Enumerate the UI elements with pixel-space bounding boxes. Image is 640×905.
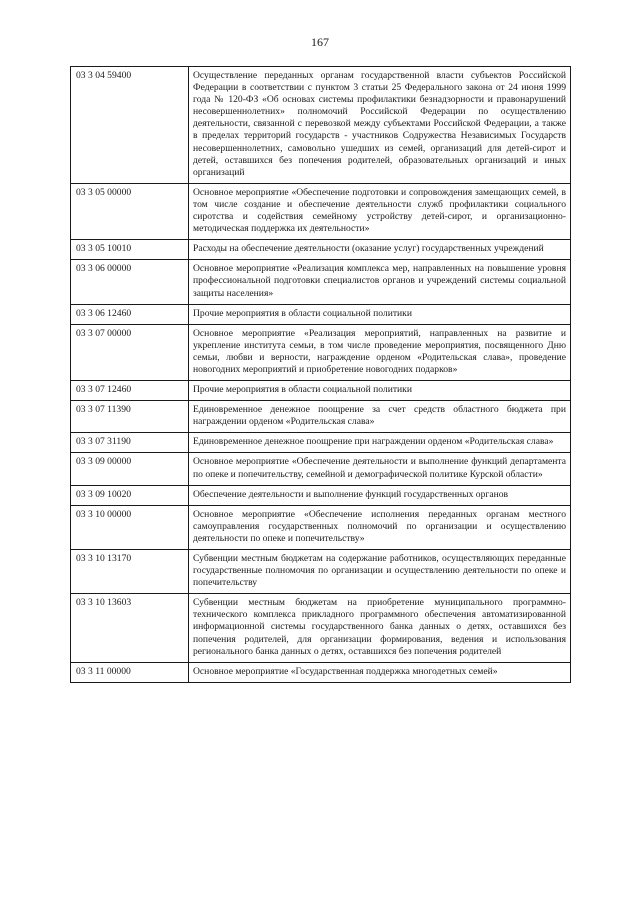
item-description: Основное мероприятие «Реализация мероприятий, направленных на развитие и укрепление института семьи, в том числе проведение мероприятия, посвященного Дню семьи, любви и верности, награждение орденом «Родительская слава», проведение новогодних мероприятий и приобретение новогодних подарков»: [189, 324, 571, 380]
item-description: Основное мероприятие «Реализация комплекса мер, направленных на повышение уровня профессиональной подготовки специалистов органов и учреждений системы социальной защиты населения»: [189, 260, 571, 304]
classification-code: 03 3 10 13603: [71, 594, 189, 662]
table-row: [71, 485, 571, 505]
classification-code: 03 3 07 31190: [71, 433, 189, 453]
table-row: [71, 594, 571, 662]
table-row: [71, 453, 571, 485]
table-row: [71, 550, 571, 594]
item-description: Основное мероприятие «Обеспечение исполнения переданных органам местного самоуправления государственных полномочий по организации и осуществлению деятельности по опеке и попечительству»: [189, 505, 571, 549]
table-row: [71, 505, 571, 549]
table-row: [71, 260, 571, 304]
item-description: Единовременное денежное поощрение за счет средств областного бюджета при награждении орденом «Родительская слава»: [189, 401, 571, 433]
item-description: Единовременное денежное поощрение при награждении орденом «Родительская слава»: [189, 433, 571, 453]
table-row: [71, 433, 571, 453]
classification-code: 03 3 06 12460: [71, 304, 189, 324]
classification-code: 03 3 11 00000: [71, 662, 189, 682]
budget-codes-table: [70, 66, 571, 683]
classification-code: 03 3 10 13170: [71, 550, 189, 594]
table-row: [71, 304, 571, 324]
table-row: [71, 401, 571, 433]
item-description: Субвенции местным бюджетам на приобретение муниципального программно-технического комплекса прикладного программного обеспечения автоматизированной информационной системы государственного банка данных о детях, оставшихся без попечения родителей, для организации формирования, ведения и использования регионального банка данных о детях, оставшихся без попечения родителей: [189, 594, 571, 662]
classification-code: 03 3 04 59400: [71, 67, 189, 184]
classification-code: 03 3 05 10010: [71, 240, 189, 260]
item-description: Основное мероприятие «Обеспечение деятельности и выполнение функций департамента по опеке и попечительству, семейной и демографической политике Курской области»: [189, 453, 571, 485]
item-description: Обеспечение деятельности и выполнение функций государственных органов: [189, 485, 571, 505]
table-body: [71, 67, 571, 683]
item-description: Осуществление переданных органам государственной власти субъектов Российской Федерации в соответствии с пунктом 3 статьи 25 Федерального закона от 24 июня 1999 года № 120-ФЗ «Об основах системы профилактики безнадзорности и правонарушений несовершеннолетних» полномочий Российской Федерации по осуществлению деятельности, связанной с перевозкой между субъектами Российской Федерации, а также в пределах территорий государств - участников Содружества Независимых Государств несовершеннолетних, самовольно ушедших из семей, организаций для детей-сирот и детей, оставшихся без попечения родителей, образовательных организаций и иных организаций: [189, 67, 571, 184]
item-description: Прочие мероприятия в области социальной политики: [189, 381, 571, 401]
classification-code: 03 3 10 00000: [71, 505, 189, 549]
classification-code: 03 3 06 00000: [71, 260, 189, 304]
table-row: [71, 67, 571, 184]
classification-code: 03 3 07 00000: [71, 324, 189, 380]
table-row: [71, 662, 571, 682]
item-description: Прочие мероприятия в области социальной политики: [189, 304, 571, 324]
table-row: [71, 381, 571, 401]
classification-code: 03 3 09 10020: [71, 485, 189, 505]
page-number: 167: [311, 35, 329, 49]
classification-code: 03 3 07 12460: [71, 381, 189, 401]
item-description: Основное мероприятие «Обеспечение подготовки и сопровождения замещающих семей, в том числе создание и обеспечение деятельности служб профилактики социального сиротства и содействия семейному устройству детей-сирот, и организационно-методическая поддержка их деятельности»: [189, 183, 571, 239]
classification-code: 03 3 05 00000: [71, 183, 189, 239]
item-description: Основное мероприятие «Государственная поддержка многодетных семей»: [189, 662, 571, 682]
item-description: Субвенции местным бюджетам на содержание работников, осуществляющих переданные государственные полномочия по организации и осуществлению деятельности по опеке и попечительству: [189, 550, 571, 594]
classification-code: 03 3 07 11390: [71, 401, 189, 433]
table-row: [71, 324, 571, 380]
classification-code: 03 3 09 00000: [71, 453, 189, 485]
table-row: [71, 183, 571, 239]
table-row: [71, 240, 571, 260]
item-description: Расходы на обеспечение деятельности (оказание услуг) государственных учреждений: [189, 240, 571, 260]
